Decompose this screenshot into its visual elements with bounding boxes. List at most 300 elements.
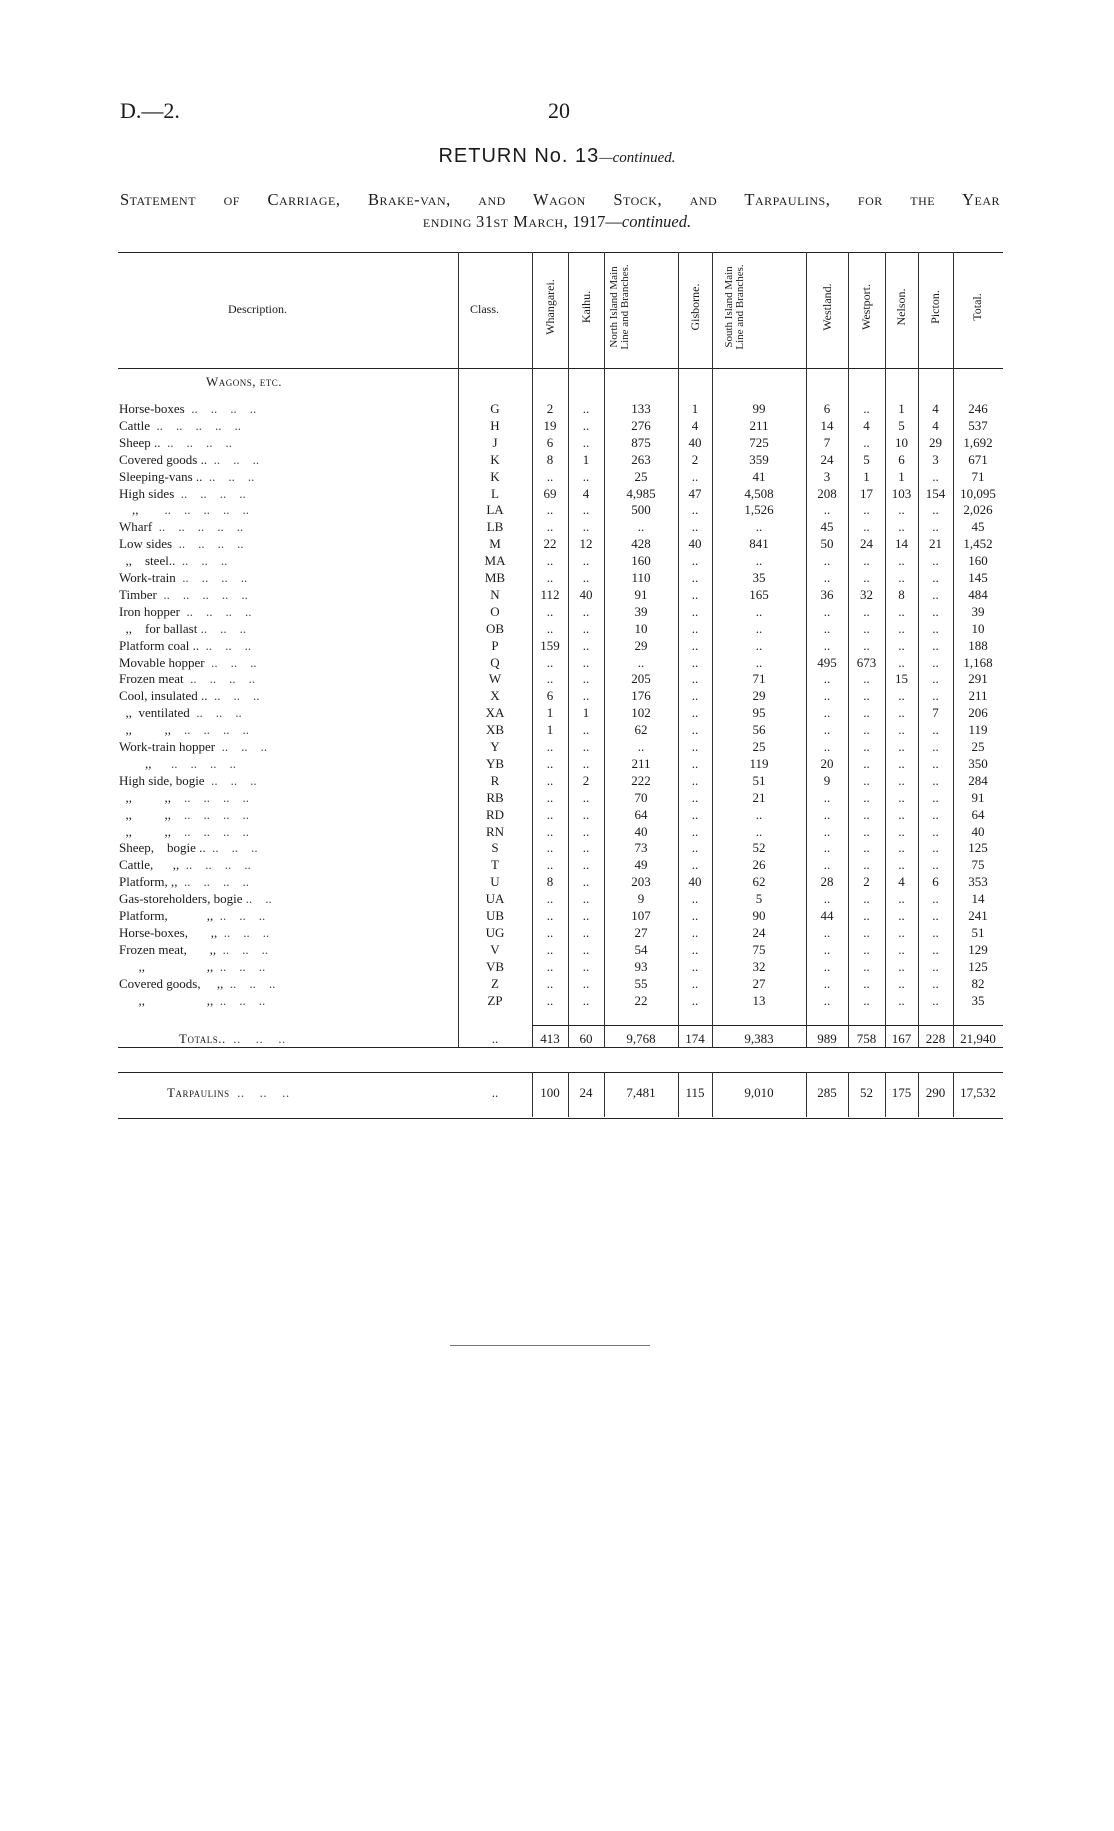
value-cell: 537 bbox=[968, 417, 988, 433]
table-row bbox=[118, 975, 1003, 992]
description-label: High side, bogie bbox=[119, 772, 205, 788]
value-cell: 4 bbox=[582, 485, 590, 501]
leader-dots: .. .. .. .. bbox=[160, 434, 233, 450]
value-cell: .. bbox=[863, 975, 870, 991]
value-cell: .. bbox=[863, 671, 870, 687]
description-label: Sheep, bogie .. bbox=[119, 840, 206, 856]
value-cell: 673 bbox=[856, 654, 877, 670]
description-label: Totals.. bbox=[179, 1031, 226, 1046]
value-cell: .. bbox=[582, 603, 590, 619]
return-number: No. 13 bbox=[534, 145, 600, 167]
description-label: ,, ventilated bbox=[119, 705, 190, 721]
description-label: ,, ,, bbox=[119, 992, 214, 1008]
value-cell: 49 bbox=[634, 857, 648, 873]
value-cell: .. bbox=[932, 789, 939, 805]
value-cell: .. bbox=[582, 823, 590, 839]
value-cell: .. bbox=[863, 823, 870, 839]
value-cell: .. bbox=[691, 705, 699, 721]
value-cell: 4 bbox=[898, 874, 905, 890]
value-cell: 41 bbox=[752, 468, 766, 484]
value-cell: .. bbox=[898, 620, 905, 636]
value-cell: .. bbox=[863, 519, 870, 535]
class-cell: H bbox=[490, 417, 500, 433]
value-cell: .. bbox=[932, 857, 939, 873]
value-cell: .. bbox=[582, 908, 590, 923]
value-cell: .. bbox=[898, 941, 905, 957]
value-cell: 1,526 bbox=[744, 502, 774, 518]
description-cell bbox=[119, 1084, 507, 1101]
leader-dots: .. .. .. bbox=[225, 1031, 286, 1046]
value-cell: 500 bbox=[631, 502, 651, 518]
value-cell: 4 bbox=[932, 401, 939, 416]
value-cell: 129 bbox=[968, 941, 988, 957]
value-cell: 56 bbox=[752, 722, 766, 738]
value-cell: .. bbox=[582, 941, 590, 957]
value-cell: 32 bbox=[752, 958, 766, 974]
value-cell: .. bbox=[898, 992, 905, 1008]
value-cell: 5 bbox=[755, 891, 763, 907]
class-cell: RN bbox=[485, 823, 505, 839]
description-cell bbox=[119, 823, 459, 840]
value-cell: 9,383 bbox=[744, 1031, 774, 1046]
header-bottom-rule bbox=[118, 368, 1003, 369]
value-cell: .. bbox=[691, 992, 699, 1008]
value-cell: .. bbox=[863, 789, 870, 805]
value-cell: .. bbox=[582, 401, 590, 416]
value-cell: .. bbox=[823, 840, 831, 856]
description-cell bbox=[119, 755, 459, 772]
value-cell: 29 bbox=[752, 688, 766, 704]
column-divider bbox=[532, 1072, 533, 1117]
leader-dots: .. .. .. .. .. bbox=[152, 519, 244, 535]
description-label: Timber bbox=[119, 586, 157, 602]
description-label: Movable hopper bbox=[119, 654, 205, 670]
class-cell: M bbox=[489, 536, 501, 552]
value-cell: 62 bbox=[634, 722, 648, 738]
value-cell: 841 bbox=[749, 536, 769, 552]
value-cell: 8 bbox=[898, 586, 905, 602]
value-cell: .. bbox=[898, 789, 905, 805]
description-cell bbox=[119, 704, 459, 721]
value-cell: .. bbox=[691, 671, 699, 687]
leader-dots: .. .. .. bbox=[223, 975, 276, 991]
value-cell: 758 bbox=[856, 1031, 877, 1046]
value-cell: .. bbox=[546, 789, 554, 805]
class-cell: T bbox=[491, 857, 499, 873]
table-row bbox=[118, 721, 1003, 738]
value-cell: .. bbox=[823, 992, 831, 1008]
value-cell: 6 bbox=[546, 434, 554, 450]
value-cell: .. bbox=[863, 857, 870, 873]
col-header-class: Class. bbox=[470, 302, 500, 316]
value-cell: 484 bbox=[968, 586, 988, 602]
value-cell: 1 bbox=[546, 705, 554, 721]
value-cell: 285 bbox=[817, 1085, 837, 1100]
value-cell: .. bbox=[546, 823, 554, 839]
value-cell: 119 bbox=[968, 722, 988, 738]
statement-year: 1917— bbox=[572, 212, 622, 231]
value-cell: .. bbox=[691, 722, 699, 738]
value-cell: .. bbox=[546, 772, 554, 788]
class-cell: J bbox=[492, 434, 498, 450]
table-row bbox=[118, 687, 1003, 704]
value-cell: 9,010 bbox=[744, 1085, 774, 1100]
class-cell: K bbox=[490, 468, 500, 484]
value-cell: 290 bbox=[925, 1085, 946, 1100]
totals-row bbox=[118, 1030, 1003, 1047]
value-cell: 45 bbox=[820, 519, 834, 535]
value-cell: .. bbox=[823, 924, 831, 940]
col-header-picton: Picton. bbox=[928, 290, 942, 324]
value-cell: .. bbox=[823, 637, 831, 653]
value-cell: 2 bbox=[546, 401, 554, 416]
value-cell: 160 bbox=[631, 553, 651, 569]
value-cell: 24 bbox=[579, 1085, 593, 1100]
value-cell: 4 bbox=[691, 417, 699, 433]
value-cell: 32 bbox=[860, 586, 873, 602]
value-cell: .. bbox=[546, 975, 554, 991]
class-cell: UG bbox=[485, 924, 505, 940]
value-cell: 211 bbox=[968, 688, 988, 704]
table-row bbox=[118, 873, 1003, 890]
value-cell: .. bbox=[932, 823, 939, 839]
class-cell: .. bbox=[491, 1031, 499, 1046]
value-cell: 4,508 bbox=[744, 485, 774, 501]
value-cell: 8 bbox=[546, 874, 554, 890]
value-cell: .. bbox=[691, 958, 699, 974]
description-cell bbox=[119, 637, 459, 654]
col-header-total: Total. bbox=[970, 293, 984, 321]
value-cell: .. bbox=[582, 739, 590, 754]
description-cell bbox=[119, 839, 459, 856]
value-cell: .. bbox=[932, 975, 939, 991]
value-cell: 159 bbox=[540, 637, 560, 653]
value-cell: .. bbox=[546, 553, 554, 569]
class-cell: RB bbox=[486, 789, 504, 805]
value-cell: 875 bbox=[631, 434, 651, 450]
value-cell: .. bbox=[863, 688, 870, 704]
value-cell: .. bbox=[863, 840, 870, 856]
value-cell: 125 bbox=[968, 840, 988, 856]
table-row bbox=[118, 704, 1003, 721]
value-cell: 40 bbox=[634, 823, 648, 839]
value-cell: .. bbox=[898, 908, 905, 923]
value-cell: .. bbox=[546, 806, 554, 822]
value-cell: 276 bbox=[631, 417, 651, 433]
value-cell: .. bbox=[546, 671, 554, 687]
value-cell: .. bbox=[691, 840, 699, 856]
value-cell: .. bbox=[755, 553, 763, 569]
value-cell: .. bbox=[582, 671, 590, 687]
value-cell: .. bbox=[863, 992, 870, 1008]
column-divider bbox=[678, 1072, 679, 1117]
value-cell: 3 bbox=[932, 451, 939, 467]
leader-dots: .. .. .. .. bbox=[171, 806, 249, 822]
value-cell: .. bbox=[932, 654, 939, 670]
value-cell: .. bbox=[755, 823, 763, 839]
value-cell: .. bbox=[582, 857, 590, 873]
value-cell: 14 bbox=[971, 891, 985, 907]
value-cell: .. bbox=[582, 570, 590, 585]
description-label: ,, ,, bbox=[119, 806, 171, 822]
value-cell: .. bbox=[582, 722, 590, 738]
value-cell: 60 bbox=[579, 1031, 593, 1046]
value-cell: .. bbox=[691, 772, 699, 788]
table-top-rule bbox=[118, 252, 1003, 253]
value-cell: 495 bbox=[817, 654, 837, 670]
end-rule bbox=[450, 1345, 650, 1346]
value-cell: .. bbox=[823, 570, 831, 585]
value-cell: .. bbox=[582, 891, 590, 907]
value-cell: .. bbox=[898, 553, 905, 569]
value-cell: .. bbox=[823, 603, 831, 619]
value-cell: 10 bbox=[895, 434, 908, 450]
value-cell: .. bbox=[898, 975, 905, 991]
class-cell: V bbox=[490, 941, 500, 957]
class-cell: L bbox=[491, 485, 499, 501]
value-cell: 35 bbox=[752, 570, 766, 585]
leader-dots: .. .. .. .. bbox=[172, 536, 244, 552]
value-cell: .. bbox=[823, 739, 831, 754]
value-cell: .. bbox=[863, 401, 870, 416]
value-cell: 4 bbox=[932, 417, 939, 433]
value-cell: .. bbox=[863, 739, 870, 754]
leader-dots: .. .. .. bbox=[205, 840, 258, 856]
value-cell: 2 bbox=[863, 874, 870, 890]
value-cell: .. bbox=[546, 519, 554, 535]
column-divider bbox=[848, 1072, 849, 1117]
value-cell: 5 bbox=[898, 417, 905, 433]
description-cell bbox=[119, 924, 459, 941]
class-cell: N bbox=[490, 586, 500, 602]
value-cell: .. bbox=[582, 637, 590, 653]
description-cell bbox=[119, 856, 459, 873]
value-cell: .. bbox=[898, 823, 905, 839]
value-cell: 54 bbox=[634, 941, 648, 957]
leader-dots: .. .. .. bbox=[204, 772, 257, 788]
statement-date: 31st March, bbox=[476, 212, 569, 231]
leader-dots: .. .. .. .. bbox=[183, 671, 256, 687]
value-cell: .. bbox=[691, 637, 699, 653]
leader-dots: .. .. .. .. bbox=[175, 570, 248, 585]
leader-dots: .. .. .. .. bbox=[184, 401, 257, 416]
leader-dots: .. .. .. bbox=[217, 924, 270, 940]
statement-title-line1: Statement of Carriage, Brake-van, and Wagon Stock, and Tarpaulins, for the Year bbox=[120, 190, 1000, 209]
value-cell: .. bbox=[898, 739, 905, 754]
description-label: Work-train hopper bbox=[119, 739, 216, 754]
col-header-westport: Westport. bbox=[859, 283, 873, 331]
value-cell: 103 bbox=[891, 485, 912, 501]
value-cell: .. bbox=[898, 755, 905, 771]
value-cell: 228 bbox=[925, 1031, 946, 1046]
value-cell: .. bbox=[691, 603, 699, 619]
col-header-kaihu: Kaihu. bbox=[579, 290, 593, 324]
value-cell: 145 bbox=[968, 570, 988, 585]
value-cell: .. bbox=[863, 603, 870, 619]
value-cell: .. bbox=[691, 789, 699, 805]
value-cell: .. bbox=[932, 553, 939, 569]
value-cell: 154 bbox=[925, 485, 946, 501]
col-header-south-island: South Island Main Line and Branches. bbox=[723, 264, 746, 350]
description-cell bbox=[119, 873, 459, 890]
description-label: ,, steel.. bbox=[119, 553, 176, 569]
description-label: Iron hopper bbox=[119, 603, 181, 619]
value-cell: .. bbox=[898, 603, 905, 619]
value-cell: .. bbox=[546, 620, 554, 636]
class-cell: LB bbox=[486, 519, 504, 535]
leader-dots: .. .. .. .. bbox=[180, 603, 252, 619]
value-cell: .. bbox=[582, 755, 590, 771]
value-cell: 26 bbox=[752, 857, 766, 873]
value-cell: .. bbox=[898, 857, 905, 873]
description-label: ,, bbox=[119, 755, 152, 771]
value-cell: .. bbox=[691, 975, 699, 991]
leader-dots: .. .. .. bbox=[215, 739, 268, 754]
value-cell: .. bbox=[932, 992, 939, 1008]
value-cell: 22 bbox=[543, 536, 557, 552]
value-cell: 39 bbox=[634, 603, 648, 619]
value-cell: .. bbox=[932, 772, 939, 788]
value-cell: 29 bbox=[929, 434, 942, 450]
value-cell: .. bbox=[546, 755, 554, 771]
value-cell: 22 bbox=[634, 992, 648, 1008]
description-cell bbox=[119, 721, 459, 738]
description-label: Platform, ,, bbox=[119, 874, 178, 890]
totals-bottom-rule bbox=[118, 1047, 1003, 1048]
description-cell bbox=[119, 620, 459, 637]
value-cell: 1 bbox=[582, 705, 590, 721]
leader-dots: .. .. .. .. .. bbox=[138, 502, 249, 518]
value-cell: .. bbox=[691, 891, 699, 907]
description-label: Tarpaulins bbox=[167, 1085, 230, 1100]
description-cell bbox=[119, 772, 459, 789]
value-cell: 9 bbox=[823, 772, 831, 788]
value-cell: .. bbox=[823, 705, 831, 721]
value-cell: 263 bbox=[631, 451, 651, 467]
return-title bbox=[0, 145, 1114, 168]
value-cell: .. bbox=[582, 924, 590, 940]
value-cell: 119 bbox=[749, 755, 769, 771]
value-cell: .. bbox=[823, 671, 831, 687]
value-cell: .. bbox=[823, 688, 831, 704]
class-cell: Y bbox=[490, 739, 500, 754]
value-cell: 29 bbox=[634, 637, 648, 653]
leader-dots: .. .. .. bbox=[213, 908, 266, 923]
totals-rule bbox=[532, 1025, 1003, 1026]
value-cell: 50 bbox=[820, 536, 834, 552]
value-cell: .. bbox=[755, 654, 763, 670]
value-cell: 359 bbox=[749, 451, 769, 467]
value-cell: .. bbox=[546, 891, 554, 907]
value-cell: 115 bbox=[685, 1085, 705, 1100]
description-cell bbox=[119, 518, 459, 535]
value-cell: .. bbox=[863, 941, 870, 957]
value-cell: 4 bbox=[863, 417, 870, 433]
class-cell: MA bbox=[484, 553, 506, 569]
leader-dots: .. .. .. bbox=[213, 958, 266, 974]
leader-dots: .. .. .. .. bbox=[151, 755, 236, 771]
table-row bbox=[118, 823, 1003, 840]
table-row bbox=[118, 890, 1003, 907]
value-cell: 12 bbox=[579, 536, 593, 552]
value-cell: 17,532 bbox=[960, 1085, 996, 1100]
leader-dots: .. .. .. bbox=[216, 941, 269, 957]
value-cell: .. bbox=[582, 806, 590, 822]
leader-dots: .. .. .. bbox=[199, 637, 252, 653]
value-cell: 205 bbox=[631, 671, 651, 687]
value-cell: 6 bbox=[546, 688, 554, 704]
description-cell bbox=[119, 654, 459, 671]
description-label: ,, ,, bbox=[119, 823, 171, 839]
value-cell: .. bbox=[932, 637, 939, 653]
column-divider bbox=[885, 1072, 886, 1117]
value-cell: 428 bbox=[631, 536, 651, 552]
description-cell bbox=[119, 992, 459, 1009]
value-cell: 62 bbox=[752, 874, 766, 890]
description-label: Gas-storeholders, bogie bbox=[119, 891, 243, 907]
value-cell: 52 bbox=[860, 1085, 873, 1100]
col-header-westland: Westland. bbox=[820, 283, 834, 331]
value-cell: 9,768 bbox=[626, 1031, 656, 1046]
description-cell bbox=[119, 468, 459, 485]
description-label: ,, ,, bbox=[119, 958, 214, 974]
document-reference: D.—2. bbox=[120, 98, 180, 123]
leader-dots: .. .. .. bbox=[175, 553, 228, 569]
value-cell: 13 bbox=[752, 992, 766, 1008]
value-cell: .. bbox=[755, 603, 763, 619]
value-cell: 40 bbox=[688, 536, 702, 552]
value-cell: 25 bbox=[752, 739, 766, 754]
value-cell: .. bbox=[691, 519, 699, 535]
value-cell: 40 bbox=[971, 823, 985, 839]
value-cell: .. bbox=[863, 434, 870, 450]
value-cell: .. bbox=[582, 468, 590, 484]
table-row bbox=[118, 518, 1003, 535]
table-row bbox=[118, 620, 1003, 637]
column-divider bbox=[568, 1072, 569, 1117]
value-cell: .. bbox=[898, 958, 905, 974]
value-cell: 52 bbox=[752, 840, 766, 856]
table-row bbox=[118, 535, 1003, 552]
value-cell: .. bbox=[898, 806, 905, 822]
class-cell: .. bbox=[491, 1085, 499, 1100]
value-cell: 110 bbox=[631, 570, 651, 585]
value-cell: .. bbox=[691, 823, 699, 839]
value-cell: .. bbox=[932, 586, 939, 602]
leader-dots: .. .. .. .. .. bbox=[156, 586, 248, 602]
value-cell: .. bbox=[932, 755, 939, 771]
value-cell: 69 bbox=[543, 485, 557, 501]
table-row bbox=[118, 856, 1003, 873]
value-cell: .. bbox=[863, 570, 870, 585]
description-cell bbox=[119, 535, 459, 552]
value-cell: .. bbox=[863, 924, 870, 940]
value-cell: 203 bbox=[631, 874, 651, 890]
class-cell: UB bbox=[485, 908, 505, 923]
leader-dots: .. .. bbox=[242, 891, 272, 907]
value-cell: .. bbox=[582, 620, 590, 636]
value-cell: .. bbox=[898, 891, 905, 907]
value-cell: 8 bbox=[546, 451, 554, 467]
leader-dots: .. .. .. .. bbox=[171, 823, 249, 839]
leader-dots: .. .. .. .. bbox=[171, 722, 249, 738]
description-label: Sheep .. bbox=[119, 434, 161, 450]
leader-dots: .. .. .. bbox=[229, 1085, 290, 1100]
value-cell: 10 bbox=[634, 620, 648, 636]
value-cell: .. bbox=[691, 739, 699, 754]
value-cell: .. bbox=[582, 789, 590, 805]
statement-ending: ending bbox=[422, 212, 472, 231]
